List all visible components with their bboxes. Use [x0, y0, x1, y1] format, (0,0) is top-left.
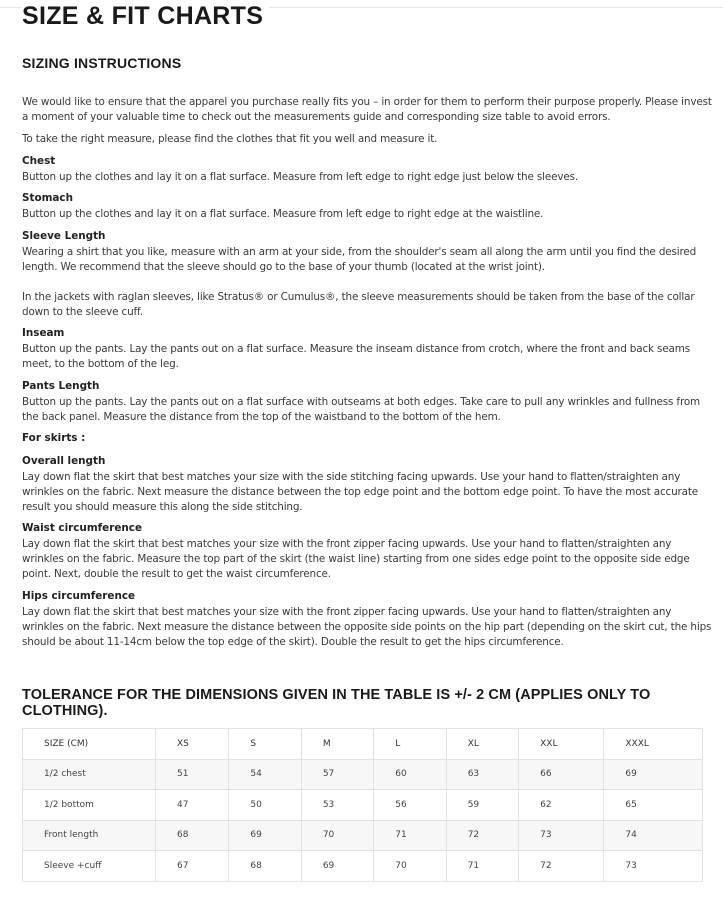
- table-cell: 70: [374, 851, 446, 882]
- table-header-cell: L: [374, 729, 446, 760]
- table-cell: 59: [446, 790, 518, 821]
- intro-paragraph: We would like to ensure that the apparel you purchase really fits you – in order for them to perform their purpose properly. Please invest a moment of your valuable time to check out the measurements guide and corresponding size table to avoid errors.: [22, 96, 712, 123]
- table-cell: 69: [604, 759, 703, 790]
- table-cell: 66: [519, 759, 604, 790]
- hips-circumference-text: Lay down flat the skirt that best matches your size with the front zipper facing upwards. Use your hand to flatten/straighten any wrinkles on the fabric. Next measure the distance between the opposite side points on the hip part (depending on the skirt cut, the hips should be about 11-14cm below the top edge of the skirt). Double the result to get the hips circumference.: [22, 606, 712, 648]
- size-table: [22, 728, 703, 882]
- overall-length-heading: Overall length: [22, 455, 106, 467]
- table-cell: 62: [519, 790, 604, 821]
- table-cell: 69: [229, 820, 301, 851]
- table-cell: 73: [604, 851, 703, 882]
- table-header-row: [23, 729, 703, 760]
- table-header-cell: XS: [156, 729, 229, 760]
- table-cell: 63: [446, 759, 518, 790]
- table-cell: 47: [156, 790, 229, 821]
- table-cell: 57: [301, 759, 373, 790]
- inseam-heading: Inseam: [22, 327, 65, 339]
- inseam-text: Button up the pants. Lay the pants out on a flat surface. Measure the inseam distance from crotch, where the front and back seams meet, to the bottom of the leg.: [22, 343, 691, 370]
- table-cell: 51: [156, 759, 229, 790]
- table-cell: 73: [519, 820, 604, 851]
- table-cell: 56: [374, 790, 446, 821]
- table-cell: 65: [604, 790, 703, 821]
- chest-heading: Chest: [22, 155, 56, 167]
- skirts-heading: For skirts :: [22, 432, 86, 444]
- sleeve-length-heading: Sleeve Length: [22, 230, 106, 242]
- waist-circumference-heading: Waist circumference: [22, 522, 143, 534]
- table-header-cell: XL: [446, 729, 518, 760]
- table-row: [23, 759, 703, 790]
- chest-text: Button up the clothes and lay it on a flat surface. Measure from left edge to right edge just below the sleeves.: [22, 171, 578, 183]
- table-cell: 54: [229, 759, 301, 790]
- table-row: [23, 851, 703, 882]
- table-cell: 53: [301, 790, 373, 821]
- stomach-text: Button up the clothes and lay it on a flat surface. Measure from left edge to right edge at the waistline.: [22, 208, 544, 220]
- overall-length-text: Lay down flat the skirt that best matches your size with the side stitching facing upwards. Use your hand to flatten/straighten any wrinkles on the fabric. Next measure the distance between the top edge point and the bottom edge point. To have the most accurate result you should measure this along the side stitching.: [22, 471, 699, 513]
- table-cell: 71: [374, 820, 446, 851]
- table-cell: Sleeve +cuff: [23, 851, 156, 882]
- table-cell: 69: [301, 851, 373, 882]
- table-cell: 71: [446, 851, 518, 882]
- table-row: [23, 790, 703, 821]
- table-header-cell: S: [229, 729, 301, 760]
- table-header-cell: XXL: [519, 729, 604, 760]
- table-cell: 74: [604, 820, 703, 851]
- intro-note: To take the right measure, please find the clothes that fit you well and measure it.: [22, 133, 438, 145]
- table-cell: 1/2 chest: [23, 759, 156, 790]
- table-cell: 72: [519, 851, 604, 882]
- pants-length-heading: Pants Length: [22, 380, 100, 392]
- table-cell: 50: [229, 790, 301, 821]
- pants-length-text: Button up the pants. Lay the pants out on a flat surface with outseams at both edges. Take care to pull any wrinkles and fullness from the back panel. Measure the distance from the top of the waistband to the bottom of the hem.: [22, 396, 701, 423]
- table-header-cell: XXXL: [604, 729, 703, 760]
- sleeve-length-text: Wearing a shirt that you like, measure with an arm at your side, from the shoulder's seam all along the arm until you find the desired length. We recommend that the sleeve should go to the base of your thumb (located at the wrist joint).: [22, 246, 697, 273]
- stomach-heading: Stomach: [22, 192, 73, 204]
- tolerance-note: TOLERANCE FOR THE DIMENSIONS GIVEN IN THE TABLE IS +/- 2 CM (APPLIES ONLY TO CLOTHING).: [22, 687, 651, 719]
- table-cell: 68: [156, 820, 229, 851]
- table-row: [23, 820, 703, 851]
- table-cell: 72: [446, 820, 518, 851]
- raglan-note: In the jackets with raglan sleeves, like Stratus® or Cumulus®, the sleeve measurements should be taken from the base of the collar down to the sleeve cuff.: [22, 291, 695, 318]
- table-cell: 68: [229, 851, 301, 882]
- table-header-cell: SIZE (CM): [23, 729, 156, 760]
- table-cell: 60: [374, 759, 446, 790]
- table-cell: 70: [301, 820, 373, 851]
- table-cell: 67: [156, 851, 229, 882]
- page-title: SIZE & FIT CHARTS: [22, 2, 269, 31]
- table-cell: 1/2 bottom: [23, 790, 156, 821]
- table-header-cell: M: [301, 729, 373, 760]
- table-cell: Front length: [23, 820, 156, 851]
- waist-circumference-text: Lay down flat the skirt that best matches your size with the front zipper facing upwards. Use your hand to flatten/straighten any wrinkles on the fabric. Measure the top part of the skirt (the waist line) starting from one sides edge point to the opposite side edge point. Next, double the result to get the waist circumference.: [22, 538, 690, 580]
- hips-circumference-heading: Hips circumference: [22, 590, 136, 602]
- sizing-instructions-title: SIZING INSTRUCTIONS: [22, 55, 182, 71]
